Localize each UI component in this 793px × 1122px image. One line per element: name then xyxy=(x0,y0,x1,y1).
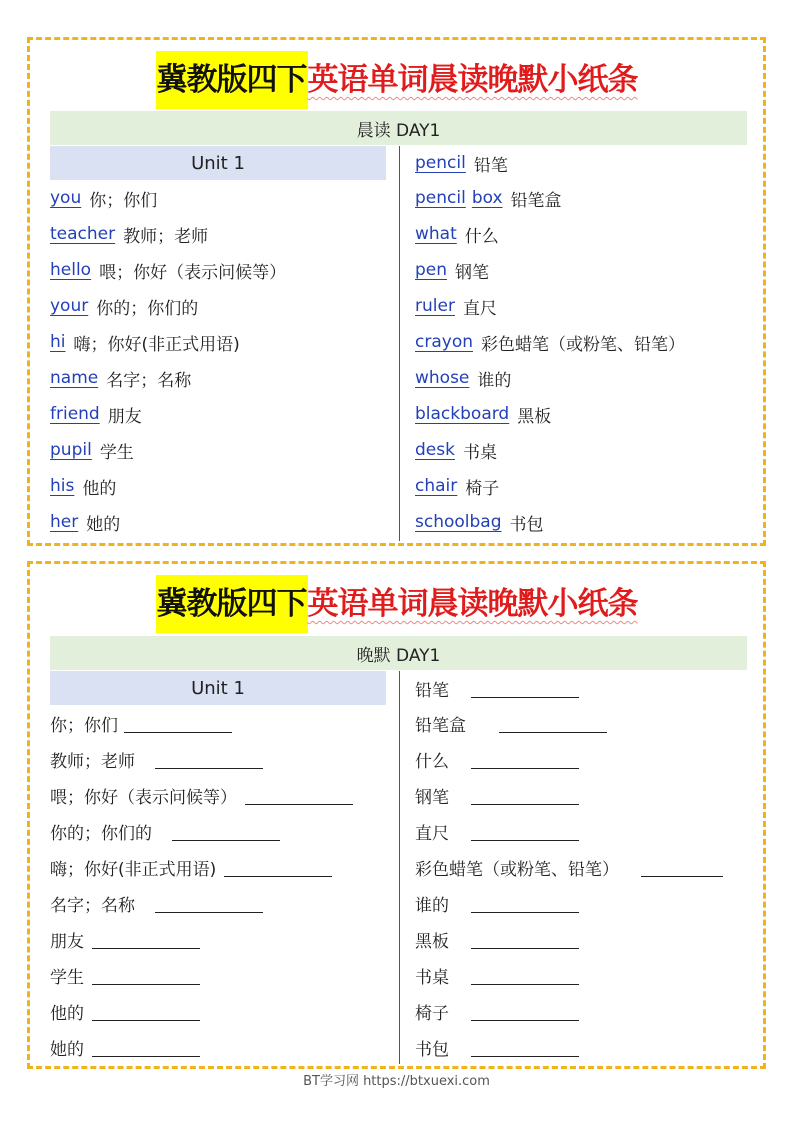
dictation-prompt: 直尺 xyxy=(415,823,449,844)
answer-blank[interactable] xyxy=(641,858,723,877)
answer-blank[interactable] xyxy=(471,1038,579,1057)
dictation-prompt: 书桌 xyxy=(415,967,449,988)
dictation-prompt: 椅子 xyxy=(415,1003,449,1024)
evening-card xyxy=(27,561,766,1069)
morning-left-list xyxy=(50,180,386,540)
dictation-row xyxy=(415,705,750,741)
vocab-row xyxy=(415,324,750,360)
vocab-meaning: 铅笔盒 xyxy=(510,190,562,211)
vocab-word-part[interactable]: box xyxy=(471,188,503,208)
dictation-row xyxy=(415,957,750,993)
vocab-meaning: 书桌 xyxy=(462,442,497,463)
dictation-row xyxy=(415,813,750,849)
vocab-meaning: 书包 xyxy=(509,514,544,535)
vocab-meaning: 你；你们 xyxy=(89,190,158,211)
answer-blank[interactable] xyxy=(92,930,200,949)
dictation-prompt: 钢笔 xyxy=(415,787,449,808)
dictation-row xyxy=(415,993,750,1029)
answer-blank[interactable] xyxy=(471,930,579,949)
vocab-word[interactable]: ruler xyxy=(415,296,455,316)
vocab-meaning: 你的；你们的 xyxy=(96,298,199,319)
dictation-row xyxy=(50,741,386,777)
evening-day-bar: 晚默 DAY1 xyxy=(50,636,747,670)
answer-blank[interactable] xyxy=(499,714,607,733)
vocab-meaning: 他的 xyxy=(82,478,117,499)
vocab-meaning: 椅子 xyxy=(465,478,500,499)
vocab-word[interactable]: schoolbag xyxy=(415,512,502,532)
vocab-word[interactable]: name xyxy=(50,368,99,388)
vocab-row xyxy=(415,252,750,288)
vocab-meaning: 朋友 xyxy=(107,406,142,427)
vocab-row xyxy=(415,146,750,180)
answer-blank[interactable] xyxy=(124,714,232,733)
dictation-row xyxy=(415,1029,750,1065)
answer-blank[interactable] xyxy=(155,750,263,769)
vocab-row xyxy=(50,180,386,216)
dictation-row xyxy=(50,921,386,957)
answer-blank[interactable] xyxy=(471,786,579,805)
answer-blank[interactable] xyxy=(471,894,579,913)
footer-credit: BT学习网 https://btxuexi.com xyxy=(303,1074,490,1089)
dictation-prompt: 谁的 xyxy=(415,895,449,916)
answer-blank[interactable] xyxy=(471,679,579,698)
vocab-row xyxy=(415,432,750,468)
answer-blank[interactable] xyxy=(224,858,332,877)
morning-card xyxy=(27,37,766,546)
vocab-word[interactable]: desk xyxy=(415,440,455,460)
answer-blank[interactable] xyxy=(92,1002,200,1021)
vocab-meaning: 黑板 xyxy=(517,406,552,427)
morning-right-list xyxy=(415,146,750,540)
vocab-word[interactable]: friend xyxy=(50,404,100,424)
dictation-row xyxy=(415,777,750,813)
vocab-meaning: 她的 xyxy=(86,514,121,535)
vocab-word[interactable]: teacher xyxy=(50,224,116,244)
vocab-meaning: 教师；老师 xyxy=(123,226,209,247)
dictation-prompt: 他的 xyxy=(50,1003,84,1024)
vocab-word[interactable]: what xyxy=(415,224,457,244)
morning-left-column xyxy=(50,146,386,540)
vocab-word[interactable]: blackboard xyxy=(415,404,510,424)
vocab-word[interactable]: pen xyxy=(415,260,448,280)
vocab-row xyxy=(415,396,750,432)
vocab-row xyxy=(50,360,386,396)
vocab-row xyxy=(50,468,386,504)
vocab-word[interactable]: pencil xyxy=(415,188,466,208)
answer-blank[interactable] xyxy=(155,894,263,913)
dictation-prompt: 学生 xyxy=(50,967,84,988)
evening-column-divider xyxy=(399,671,400,1064)
dictation-row xyxy=(415,741,750,777)
vocab-row xyxy=(50,432,386,468)
dictation-prompt: 你；你们 xyxy=(50,715,118,736)
dictation-row xyxy=(50,957,386,993)
vocab-row xyxy=(415,360,750,396)
morning-column-divider xyxy=(399,146,400,541)
dictation-row xyxy=(50,885,386,921)
vocab-row xyxy=(415,504,750,540)
vocab-row xyxy=(50,288,386,324)
vocab-meaning: 嗨；你好(非正式用语) xyxy=(73,334,240,355)
dictation-prompt: 书包 xyxy=(415,1039,449,1060)
vocab-row xyxy=(415,468,750,504)
dictation-row xyxy=(415,885,750,921)
vocab-meaning: 什么 xyxy=(464,226,499,247)
dictation-prompt: 铅笔盒 xyxy=(415,715,466,736)
vocab-word[interactable]: chair xyxy=(415,476,458,496)
vocab-word[interactable]: whose xyxy=(415,368,470,388)
dictation-prompt: 铅笔 xyxy=(415,680,449,701)
vocab-word[interactable]: his xyxy=(50,476,75,496)
vocab-meaning: 铅笔 xyxy=(473,155,508,176)
dictation-row xyxy=(50,813,386,849)
morning-title-rest: 英语单词晨读晚默小纸条 xyxy=(307,62,638,98)
evening-title-rest: 英语单词晨读晚默小纸条 xyxy=(307,586,638,622)
vocab-meaning: 喂；你好（表示问候等） xyxy=(99,262,287,283)
vocab-word[interactable]: her xyxy=(50,512,79,532)
dictation-prompt: 什么 xyxy=(415,751,449,772)
vocab-word[interactable]: pencil xyxy=(415,153,466,173)
morning-unit-header: Unit 1 xyxy=(50,146,386,180)
dictation-prompt: 黑板 xyxy=(415,931,449,952)
dictation-prompt: 名字；名称 xyxy=(50,895,135,916)
evening-left-list xyxy=(50,705,386,1065)
answer-blank[interactable] xyxy=(245,786,353,805)
vocab-word[interactable]: your xyxy=(50,296,89,316)
vocab-row xyxy=(50,216,386,252)
vocab-meaning: 学生 xyxy=(99,442,134,463)
vocab-word[interactable]: crayon xyxy=(415,332,473,352)
dictation-row xyxy=(415,849,750,885)
vocab-meaning: 直尺 xyxy=(462,298,497,319)
vocab-row xyxy=(50,324,386,360)
vocab-meaning: 名字；名称 xyxy=(106,370,192,391)
dictation-row xyxy=(50,849,386,885)
evening-left-column xyxy=(50,671,386,1065)
dictation-row xyxy=(50,993,386,1029)
answer-blank[interactable] xyxy=(92,1038,200,1057)
evening-title-highlight: 冀教版四下 xyxy=(156,575,308,633)
dictation-row xyxy=(50,705,386,741)
dictation-prompt: 你的；你们的 xyxy=(50,823,152,844)
dictation-prompt: 朋友 xyxy=(50,931,84,952)
dictation-prompt: 嗨；你好(非正式用语) xyxy=(50,859,217,880)
evening-right-list xyxy=(415,671,750,1065)
vocab-word[interactable]: hi xyxy=(50,332,66,352)
dictation-row xyxy=(50,777,386,813)
answer-blank[interactable] xyxy=(471,822,579,841)
vocab-meaning: 彩色蜡笔（或粉笔、铅笔） xyxy=(481,334,685,355)
vocab-row xyxy=(50,252,386,288)
vocab-meaning: 谁的 xyxy=(477,370,512,391)
evening-title xyxy=(30,574,763,634)
vocab-meaning: 钢笔 xyxy=(455,262,490,283)
answer-blank[interactable] xyxy=(172,822,280,841)
dictation-row xyxy=(415,671,750,705)
vocab-word[interactable]: pupil xyxy=(50,440,92,460)
vocab-row xyxy=(415,216,750,252)
morning-day-bar: 晨读 DAY1 xyxy=(50,111,747,145)
answer-blank[interactable] xyxy=(471,966,579,985)
vocab-row xyxy=(415,180,750,216)
vocab-row xyxy=(50,504,386,540)
dictation-prompt: 彩色蜡笔（或粉笔、铅笔） xyxy=(415,859,619,880)
evening-unit-header: Unit 1 xyxy=(50,671,386,705)
dictation-prompt: 她的 xyxy=(50,1039,84,1060)
answer-blank[interactable] xyxy=(471,1002,579,1021)
vocab-word[interactable]: hello xyxy=(50,260,92,280)
answer-blank[interactable] xyxy=(471,750,579,769)
dictation-prompt: 喂；你好（表示问候等） xyxy=(50,787,237,808)
dictation-prompt: 教师；老师 xyxy=(50,751,135,772)
vocab-row xyxy=(415,288,750,324)
morning-title xyxy=(30,50,763,110)
morning-title-highlight: 冀教版四下 xyxy=(156,51,308,109)
answer-blank[interactable] xyxy=(92,966,200,985)
dictation-row xyxy=(415,921,750,957)
dictation-row xyxy=(50,1029,386,1065)
vocab-row xyxy=(50,396,386,432)
vocab-word[interactable]: you xyxy=(50,188,82,208)
